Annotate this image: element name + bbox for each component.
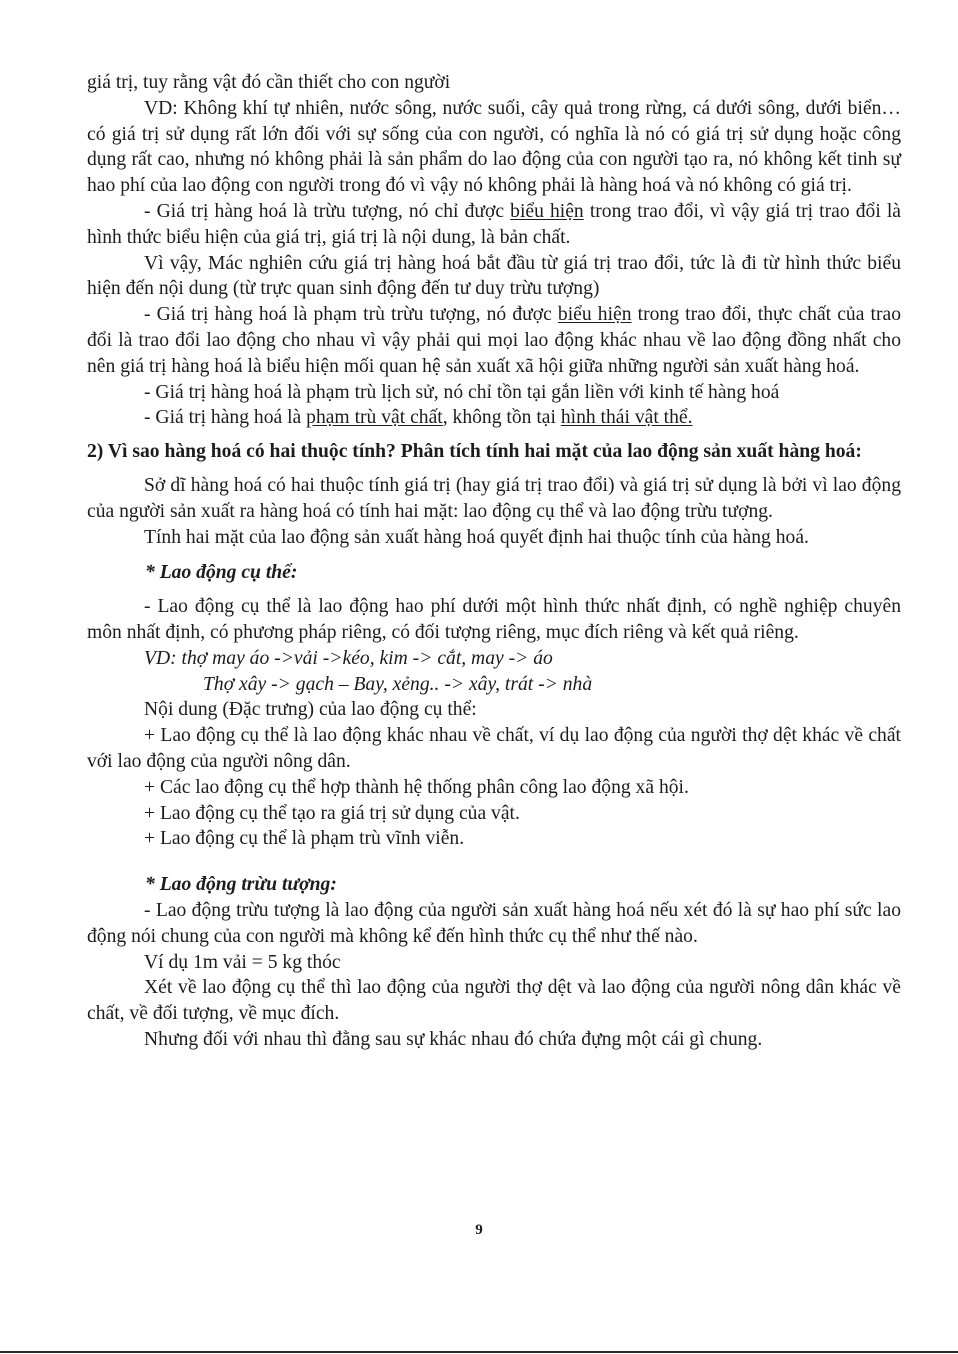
text-segment: - Giá trị hàng hoá là trừu tượng, nó chỉ được: [144, 200, 511, 222]
underlined-term: phạm trù vật chất: [306, 407, 443, 429]
concrete-content-title: Nội dung (Đặc trưng) của lao động cụ thể:: [144, 699, 477, 721]
question-heading: 2) Vì sao hàng hoá có hai thuộc tính? Phân tích tính hai mặt của lao động sản xuất hàng hoá:: [87, 441, 862, 463]
abstract-labor-paragraph: Nhưng đối với nhau thì đằng sau sự khác nhau đó chứa đựng một cái gì chung.: [144, 1028, 763, 1050]
text-segment: - Giá trị hàng hoá là: [144, 407, 307, 429]
underlined-term: biểu hiện: [510, 200, 584, 222]
page-number: 9: [475, 1222, 483, 1238]
concrete-item: + Các lao động cụ thể hợp thành hệ thống phân công lao động xã hội.: [144, 776, 689, 798]
document-page: [87, 70, 901, 1053]
underlined-term: biểu hiện: [557, 304, 632, 326]
concrete-item: + Lao động cụ thể là lao động khác nhau về chất, ví dụ lao động của người thợ dệt khác về chất với lao động của người nông dân.: [87, 725, 901, 772]
concrete-labor-example: VD: thợ may áo ->vải ->kéo, kim -> cắt, may -> áo: [144, 647, 553, 669]
concrete-item: + Lao động cụ thể là phạm trù vĩnh viễn.: [144, 828, 465, 850]
section-heading-concrete-labor: * Lao động cụ thể:: [145, 562, 298, 584]
paragraph-historical: - Giá trị hàng hoá là phạm trù lịch sử, nó chỉ tồn tại gắn liền với kinh tế hàng hoá: [144, 381, 780, 403]
concrete-labor-example: Thợ xây -> gạch – Bay, xẻng.. -> xây, trát -> nhà: [203, 673, 593, 695]
bottom-divider: [0, 1351, 958, 1353]
paragraph-continuation: giá trị, tuy rằng vật đó cần thiết cho con người: [87, 72, 451, 93]
section-heading-abstract-labor: * Lao động trừu tượng:: [145, 874, 337, 896]
answer-paragraph: Sở dĩ hàng hoá có hai thuộc tính giá trị (hay giá trị trao đổi) và giá trị sử dụng là bởi vì lao động của người sản xuất ra hàng hoá có tính hai mặt: lao động cụ thể và lao động trừu tượng.: [87, 474, 901, 522]
paragraph-value-abstract: [87, 199, 901, 251]
paragraph-value-category: [87, 302, 901, 379]
paragraph-marx: Vì vậy, Mác nghiên cứu giá trị hàng hoá bắt đầu từ giá trị trao đổi, tức là đi từ hình thức biểu hiện đến nội dung (từ trực quan sinh động đến tư duy trừu tượng): [87, 252, 901, 300]
abstract-labor-paragraph: Xét về lao động cụ thể thì lao động của người thợ dệt và lao động của người nông dân khác về chất, về đối tượng, về mục đích.: [87, 977, 901, 1025]
paragraph-example: VD: Không khí tự nhiên, nước sông, nước suối, cây quả trong rừng, cá dưới sông, dưới biển… có giá trị sử dụng rất lớn đối với sự sống của con người, có nghĩa là nó có giá trị sử dụng hoặc công dụng rất cao, nhưng nó không phải là sản phẩm do lao động của con người tạo ra, nó không kết tinh sự hao phí của lao động con người trong đó vì vậy nó không phải là hàng hoá và nó không có giá trị.: [87, 97, 901, 197]
abstract-labor-definition: - Lao động trừu tượng là lao động của người sản xuất hàng hoá nếu xét đó là sự hao phí sức lao động nói chung của con người mà không kể đến hình thức cụ thể như thế nào.: [87, 899, 901, 947]
text-segment: trong trao đổi, thực chất của trao đổi là trao đổi lao động cho nhau vì vậy phải qui mọi lao động khác nhau về lao động đồng nhất cho nên giá trị hàng hoá là biểu hiện mối quan hệ sản xuất xã hội giữa những người sản xuất hàng hoá.: [87, 304, 901, 377]
paragraph-material: [87, 405, 901, 431]
text-segment: trong trao đổi, vì vậy giá trị trao đổi là hình thức biểu hiện của giá trị, giá trị là nội dung, là bản chất.: [87, 200, 902, 248]
underlined-term: hình thái vật thể.: [560, 407, 693, 429]
concrete-item: + Lao động cụ thể tạo ra giá trị sử dụng của vật.: [144, 802, 520, 824]
answer-paragraph: Tính hai mặt của lao động sản xuất hàng hoá quyết định hai thuộc tính của hàng hoá.: [144, 526, 809, 548]
concrete-labor-definition: - Lao động cụ thể là lao động hao phí dưới một hình thức nhất định, có nghề nghiệp chuyên môn nhất định, có phương pháp riêng, có đối tượng riêng, mục đích riêng và kết quả riêng.: [87, 596, 901, 643]
abstract-labor-example: Ví dụ 1m vải = 5 kg thóc: [144, 951, 341, 973]
text-segment: - Giá trị hàng hoá là phạm trù trừu tượng, nó được: [144, 304, 558, 326]
text-segment: , không tồn tại: [442, 407, 561, 429]
